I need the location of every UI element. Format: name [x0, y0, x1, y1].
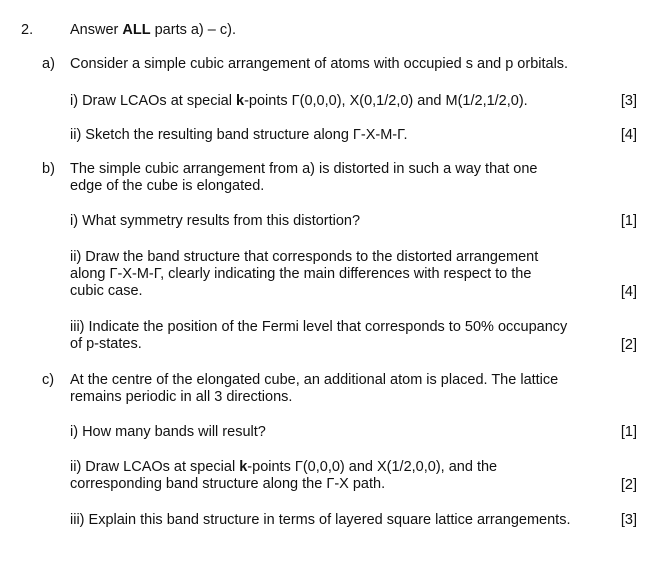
part-c-label: c): [42, 372, 55, 388]
part-c-i-text: i) How many bands will result?: [70, 424, 266, 440]
part-a-i-marks: [3]: [620, 93, 637, 109]
part-b-i-text: i) What symmetry results from this distortion?: [70, 213, 361, 229]
part-c-iii-marks: [3]: [620, 512, 637, 528]
part-a-ii-marks: [4]: [620, 127, 637, 143]
question-number: 2.: [21, 22, 34, 38]
part-b-iii-marks: [2]: [620, 337, 637, 353]
part-c-text: At the centre of the elongated cube, an additional atom is placed. The lattice remains periodic in all 3 directions.: [70, 372, 559, 405]
part-b-i-marks: [1]: [620, 213, 637, 229]
part-a-ii-text: ii) Sketch the resulting band structure along Γ-X-M-Γ.: [70, 127, 408, 143]
part-b-iii-text: iii) Indicate the position of the Fermi level that corresponds to 50% occupancy of p-states.: [70, 319, 568, 352]
part-b-text: The simple cubic arrangement from a) is distorted in such a way that one edge of the cube is elongated.: [70, 161, 538, 194]
part-b-ii-text: ii) Draw the band structure that corresponds to the distorted arrangement along Γ-X-M-Γ, clearly indicating the main differences with respect to the cubic case.: [70, 249, 539, 299]
part-c-i-marks: [1]: [620, 424, 637, 440]
part-a-label: a): [42, 56, 55, 72]
part-b-label: b): [42, 161, 55, 177]
question-intro: Answer ALL parts a) – c).: [70, 22, 236, 38]
part-c-iii-text: iii) Explain this band structure in terms of layered square lattice arrangements.: [70, 512, 571, 528]
part-c-ii-marks: [2]: [620, 477, 637, 493]
part-c-ii-text: ii) Draw LCAOs at special k-points Γ(0,0,0) and X(1/2,0,0), and the corresponding band structure along the Γ-X path.: [70, 459, 498, 492]
part-a-i-text: i) Draw LCAOs at special k-points Γ(0,0,0), X(0,1/2,0) and M(1/2,1/2,0).: [70, 93, 528, 109]
part-a-text: Consider a simple cubic arrangement of atoms with occupied s and p orbitals.: [70, 56, 569, 72]
part-b-ii-marks: [4]: [620, 284, 637, 300]
